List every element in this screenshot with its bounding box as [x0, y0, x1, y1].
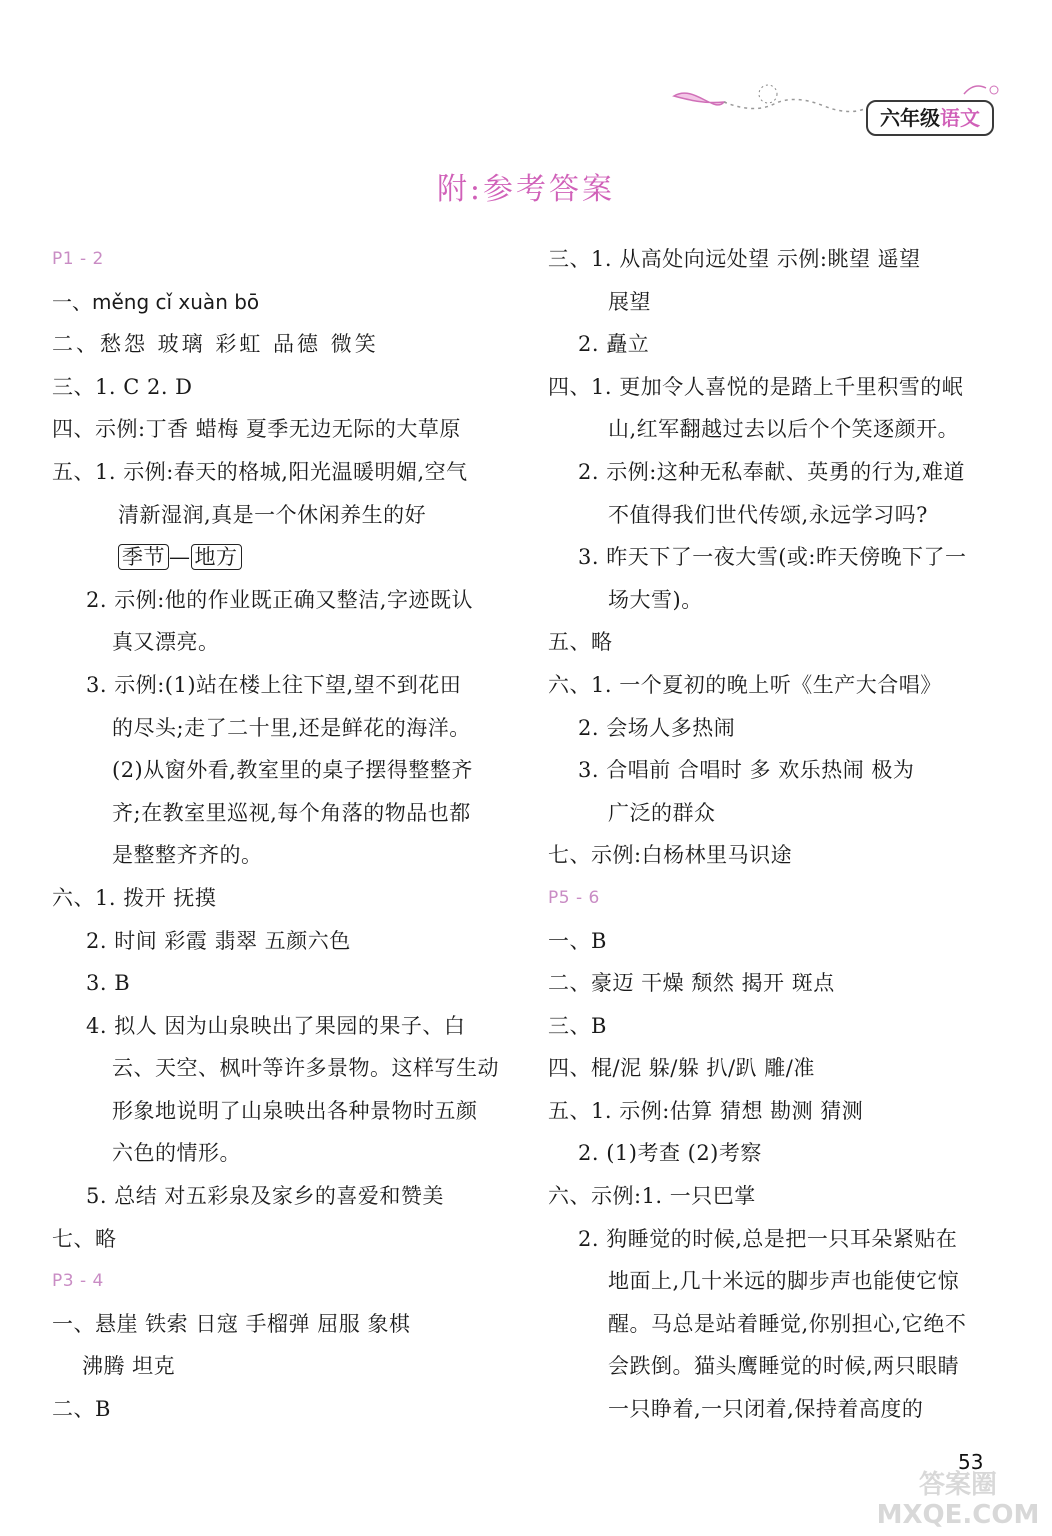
boxed-word: 季节: [118, 544, 169, 570]
page-number: 53: [958, 1450, 984, 1474]
left-answer-column: [52, 238, 508, 1431]
answer-line: 沸腾 坦克: [82, 1354, 176, 1379]
answer-line: 2. 示例:他的作业既正确又整洁,字迹既认: [86, 587, 473, 612]
answer-line: 七、示例:白杨林里马识途: [548, 843, 793, 868]
answer-line: 5. 总结 对五彩泉及家乡的喜爱和赞美: [86, 1184, 444, 1209]
answer-line: 2. 狗睡觉的时候,总是把一只耳朵紧贴在: [578, 1226, 958, 1251]
answer-line: 2. (1)考查 (2)考察: [578, 1141, 762, 1166]
page-range-label: P5 - 6: [548, 887, 600, 908]
page-range-label: P3 - 4: [52, 1271, 104, 1292]
answer-line: 四、棍/泥 躲/躲 扒/趴 雕/准: [548, 1056, 815, 1081]
answer-line: 形象地说明了山泉映出各种景物时五颜: [112, 1098, 478, 1123]
subject-label: 语文: [940, 106, 980, 130]
answer-line: 2. 示例:这种无私奉献、英勇的行为,难道: [578, 459, 965, 484]
answer-line: 3. 合唱前 合唱时 多 欢乐热闹 极为: [578, 758, 915, 783]
answer-line: 一、měng cǐ xuàn bō: [52, 289, 260, 314]
answer-line: 四、示例:丁香 蜡梅 夏季无边无际的大草原: [52, 417, 461, 442]
answer-line: (2)从窗外看,教室里的桌子摆得整整齐: [112, 758, 473, 783]
page-range-label: P1 - 2: [52, 249, 104, 269]
answer-line: 三、B: [548, 1013, 607, 1038]
answer-line: 2. 时间 彩霞 翡翠 五颜六色: [86, 928, 351, 953]
answer-line: 广泛的群众: [608, 800, 716, 825]
answer-line: 展望: [608, 289, 651, 314]
grade-label: 六年级: [880, 106, 940, 130]
boxed-word: 地方: [191, 544, 242, 570]
answer-line: 五、1. 示例:春天的格城,阳光温暖明媚,空气: [52, 459, 468, 484]
answer-line: 五、1. 示例:估算 猜想 勘测 猜测: [548, 1098, 864, 1123]
answer-line: 地面上,几十米远的脚步声也能使它惊: [608, 1269, 960, 1294]
answer-line: 五、略: [548, 630, 613, 655]
answer-line: 是整整齐齐的。: [112, 843, 263, 868]
answer-line: 三、1. 从高处向远处望 示例:眺望 遥望: [548, 247, 921, 271]
page-title: 附:参考答案: [436, 172, 616, 207]
answer-line: 三、1. C 2. D: [52, 374, 193, 399]
answer-line: 清新湿润,真是一个休闲养生的好: [118, 502, 427, 527]
answer-line: 四、1. 更加令人喜悦的是踏上千里积雪的岷: [548, 374, 964, 399]
answer-line: 七、略: [52, 1226, 117, 1251]
answer-line: 一只睁着,一只闭着,保持着高度的: [608, 1397, 924, 1422]
answer-line: 二、愁怨 玻璃 彩虹 品德 微笑: [52, 332, 379, 357]
answer-line: 场大雪)。: [608, 587, 703, 612]
answer-line: 六色的情形。: [112, 1141, 241, 1166]
answer-line: 二、B: [52, 1397, 111, 1422]
answer-line: 六、1. 一个夏初的晚上听《生产大合唱》: [548, 672, 942, 697]
answer-line: 云、天空、枫叶等许多景物。这样写生动: [112, 1056, 499, 1081]
answer-line: 3. 昨天下了一夜大雪(或:昨天傍晚下了一: [578, 545, 967, 570]
answer-line: 2. 矗立: [578, 332, 650, 357]
answer-line: 2. 会场人多热闹: [578, 715, 736, 740]
answer-line: 一、悬崖 铁索 日寇 手榴弹 屈服 象棋: [52, 1311, 411, 1336]
watermark-logo: 答案圈 MXQE.COM: [876, 1470, 1040, 1530]
answer-line: 六、示例:1. 一只巴掌: [548, 1184, 756, 1209]
answer-line: 3. 示例:(1)站在楼上往下望,望不到花田: [86, 672, 462, 697]
answer-line: 会跌倒。猫头鹰睡觉的时候,两只眼睛: [608, 1354, 960, 1379]
answer-line: 4. 拟人 因为山泉映出了果园的果子、白: [86, 1013, 466, 1038]
answer-line: 六、1. 拨开 抚摸: [52, 885, 217, 910]
answer-line: 齐;在教室里巡视,每个角落的物品也都: [112, 800, 471, 825]
answer-line: 不值得我们世代传颂,永远学习吗?: [608, 502, 928, 527]
answer-line: 二、豪迈 干燥 颓然 揭开 斑点: [548, 971, 835, 996]
answer-line: 一、B: [548, 928, 607, 953]
answer-line: 真又漂亮。: [112, 630, 220, 655]
answer-line-boxed: 季节 — 地方: [52, 536, 508, 579]
answer-line: 的尽头;走了二十里,还是鲜花的海洋。: [112, 715, 471, 740]
answer-line: 3. B: [86, 971, 131, 996]
grade-subject-badge: [866, 100, 994, 136]
right-answer-column: [548, 238, 1008, 1431]
answer-line: 醒。马总是站着睡觉,你别担心,它绝不: [608, 1311, 967, 1336]
answer-line: 山,红军翻越过去以后个个笑逐颜开。: [608, 417, 960, 442]
